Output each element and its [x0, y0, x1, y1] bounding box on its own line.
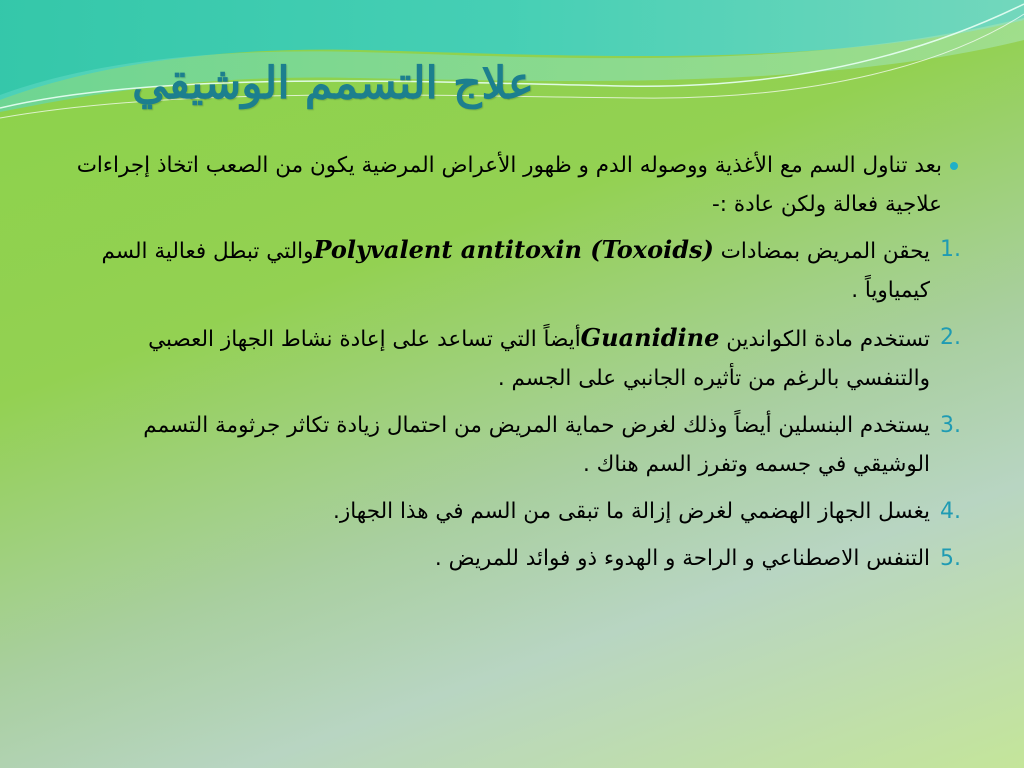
intro-bullet: [60, 146, 980, 224]
list-number: 1.: [940, 237, 961, 262]
slide-title: علاج التسمم الوشيقي: [132, 58, 534, 109]
item-text: يغسل الجهاز الهضمي لغرض إزالة ما تبقى من السم في هذا الجهاز.: [333, 499, 930, 524]
item-latin-term: Guanidine: [580, 323, 720, 352]
list-number: 2.: [940, 325, 961, 350]
item-latin-term: Polyvalent antitoxin (Toxoids): [313, 235, 714, 264]
bullet-dot-icon: [950, 162, 958, 170]
list-item: [60, 492, 980, 531]
slide-content: [60, 146, 980, 586]
list-number: 4.: [940, 499, 961, 524]
list-item: [60, 318, 980, 398]
list-item: [60, 539, 980, 578]
item-text-after: أيضاً التي تساعد على إعادة نشاط الجهاز العصبي والتنفسي بالرغم من تأثيره الجانبي على الجسم .: [148, 327, 930, 391]
list-number: 3.: [940, 413, 961, 438]
item-text: يستخدم البنسلين أيضاً وذلك لغرض حماية المريض من احتمال زيادة تكاثر جرثومة التسمم الوشيقي في جسمه وتفرز السم هناك .: [143, 413, 930, 477]
item-text-before: تستخدم مادة الكواندين: [719, 327, 930, 352]
item-text: التنفس الاصطناعي و الراحة و الهدوء ذو فوائد للمريض .: [434, 546, 930, 571]
item-text-before: يحقن المريض بمضادات: [713, 239, 930, 264]
item-text-after: والتي تبطل فعالية السم كيمياوياً .: [101, 239, 930, 303]
list-item: [60, 406, 980, 484]
list-number: 5.: [940, 546, 961, 571]
intro-text: بعد تناول السم مع الأغذية ووصوله الدم و ظهور الأعراض المرضية يكون من الصعب اتخاذ إجراءات علاجية فعالة ولكن عادة :-: [76, 153, 942, 217]
list-item: [60, 230, 980, 310]
